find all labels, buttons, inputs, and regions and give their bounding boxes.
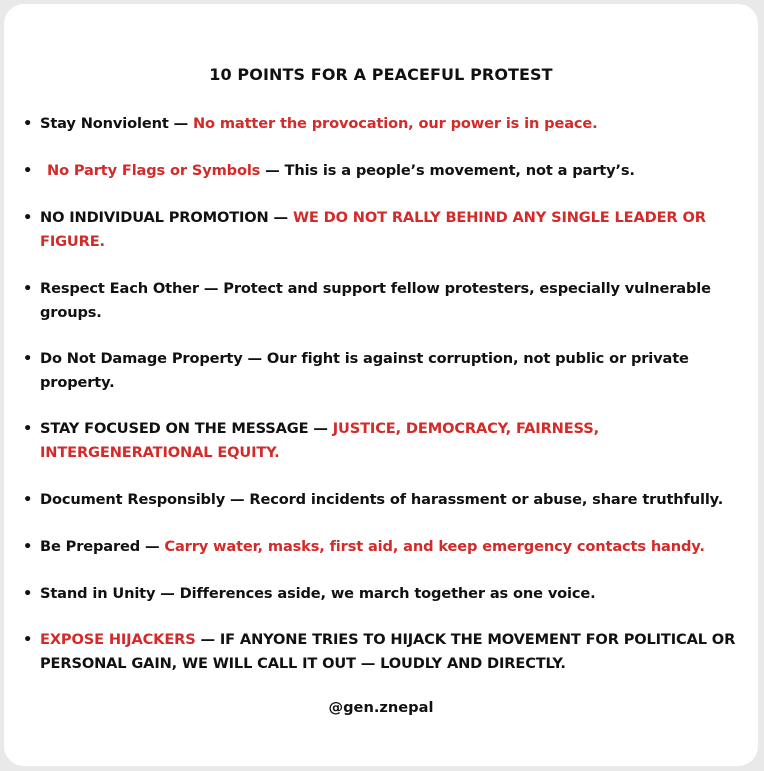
point-separator: — (168, 115, 193, 132)
point-separator: — (140, 538, 165, 555)
point-description: WE DO NOT RALLY BEHIND ANY SINGLE LEADER OR FIGURE. (40, 209, 706, 250)
point-no-party-flags (23, 159, 752, 183)
bullet-icon: • (23, 280, 33, 297)
point-description: This is a people’s movement, not a party’s. (284, 162, 635, 179)
point-heading: Be Prepared (40, 538, 141, 555)
point-heading: EXPOSE HIJACKERS (40, 631, 196, 648)
point-respect-each-other (23, 277, 752, 324)
point-separator: — (260, 162, 285, 179)
point-description: Our fight is against corruption, not public or private property. (40, 350, 689, 391)
bullet-icon: • (23, 209, 33, 226)
point-description: Record incidents of harassment or abuse, share truthfully. (249, 491, 724, 508)
point-do-not-damage-property (23, 347, 752, 394)
protest-points-card (4, 4, 758, 766)
point-stay-focused (23, 417, 752, 464)
point-description: Carry water, masks, first aid, and keep emergency contacts handy. (164, 538, 705, 555)
point-separator: — (195, 631, 220, 648)
point-heading: NO INDIVIDUAL PROMOTION (40, 209, 269, 226)
point-description: Protect and support fellow protesters, especially vulnerable groups. (40, 280, 711, 321)
point-no-individual-promotion (23, 206, 752, 253)
point-description: No matter the provocation, our power is in peace. (192, 115, 598, 132)
point-heading: Stay Nonviolent (40, 115, 169, 132)
point-separator: — (308, 420, 333, 437)
point-heading: Respect Each Other (40, 280, 199, 297)
point-document-responsibly (23, 488, 752, 512)
point-separator: — (198, 280, 224, 297)
bullet-icon: • (23, 115, 33, 132)
point-heading: Stand in Unity (40, 585, 156, 602)
point-heading: STAY FOCUSED ON THE MESSAGE (40, 420, 309, 437)
bullet-icon: • (23, 585, 33, 602)
page-title: 10 POINTS FOR A PEACEFUL PROTEST (209, 65, 553, 84)
point-description: IF ANYONE TRIES TO HIJACK THE MOVEMENT FOR POLITICAL OR PERSONAL GAIN, WE WILL CALL IT OUT — LOUDLY AND DIRECTLY. (40, 631, 736, 672)
point-stand-in-unity (23, 582, 752, 606)
point-separator: — (242, 350, 267, 367)
bullet-icon: • (23, 538, 33, 555)
bullet-icon: • (23, 162, 33, 179)
bullet-icon: • (23, 420, 33, 437)
point-separator: — (268, 209, 293, 226)
point-description: JUSTICE, DEMOCRACY, FAIRNESS, INTERGENERATIONAL EQUITY. (40, 420, 599, 461)
point-heading: Document Responsibly (40, 491, 226, 508)
point-be-prepared (23, 535, 752, 559)
author-handle: @gen.znepal (328, 699, 434, 716)
point-expose-hijackers (23, 628, 752, 675)
point-heading: Do Not Damage Property (40, 350, 243, 367)
bullet-icon: • (23, 491, 33, 508)
point-description: Differences aside, we march together as one voice. (179, 585, 596, 602)
bullet-icon: • (23, 350, 33, 367)
point-heading: No Party Flags or Symbols (47, 162, 261, 179)
bullet-icon: • (23, 631, 33, 648)
point-separator: — (155, 585, 180, 602)
point-stay-nonviolent (23, 112, 752, 136)
point-separator: — (225, 491, 250, 508)
